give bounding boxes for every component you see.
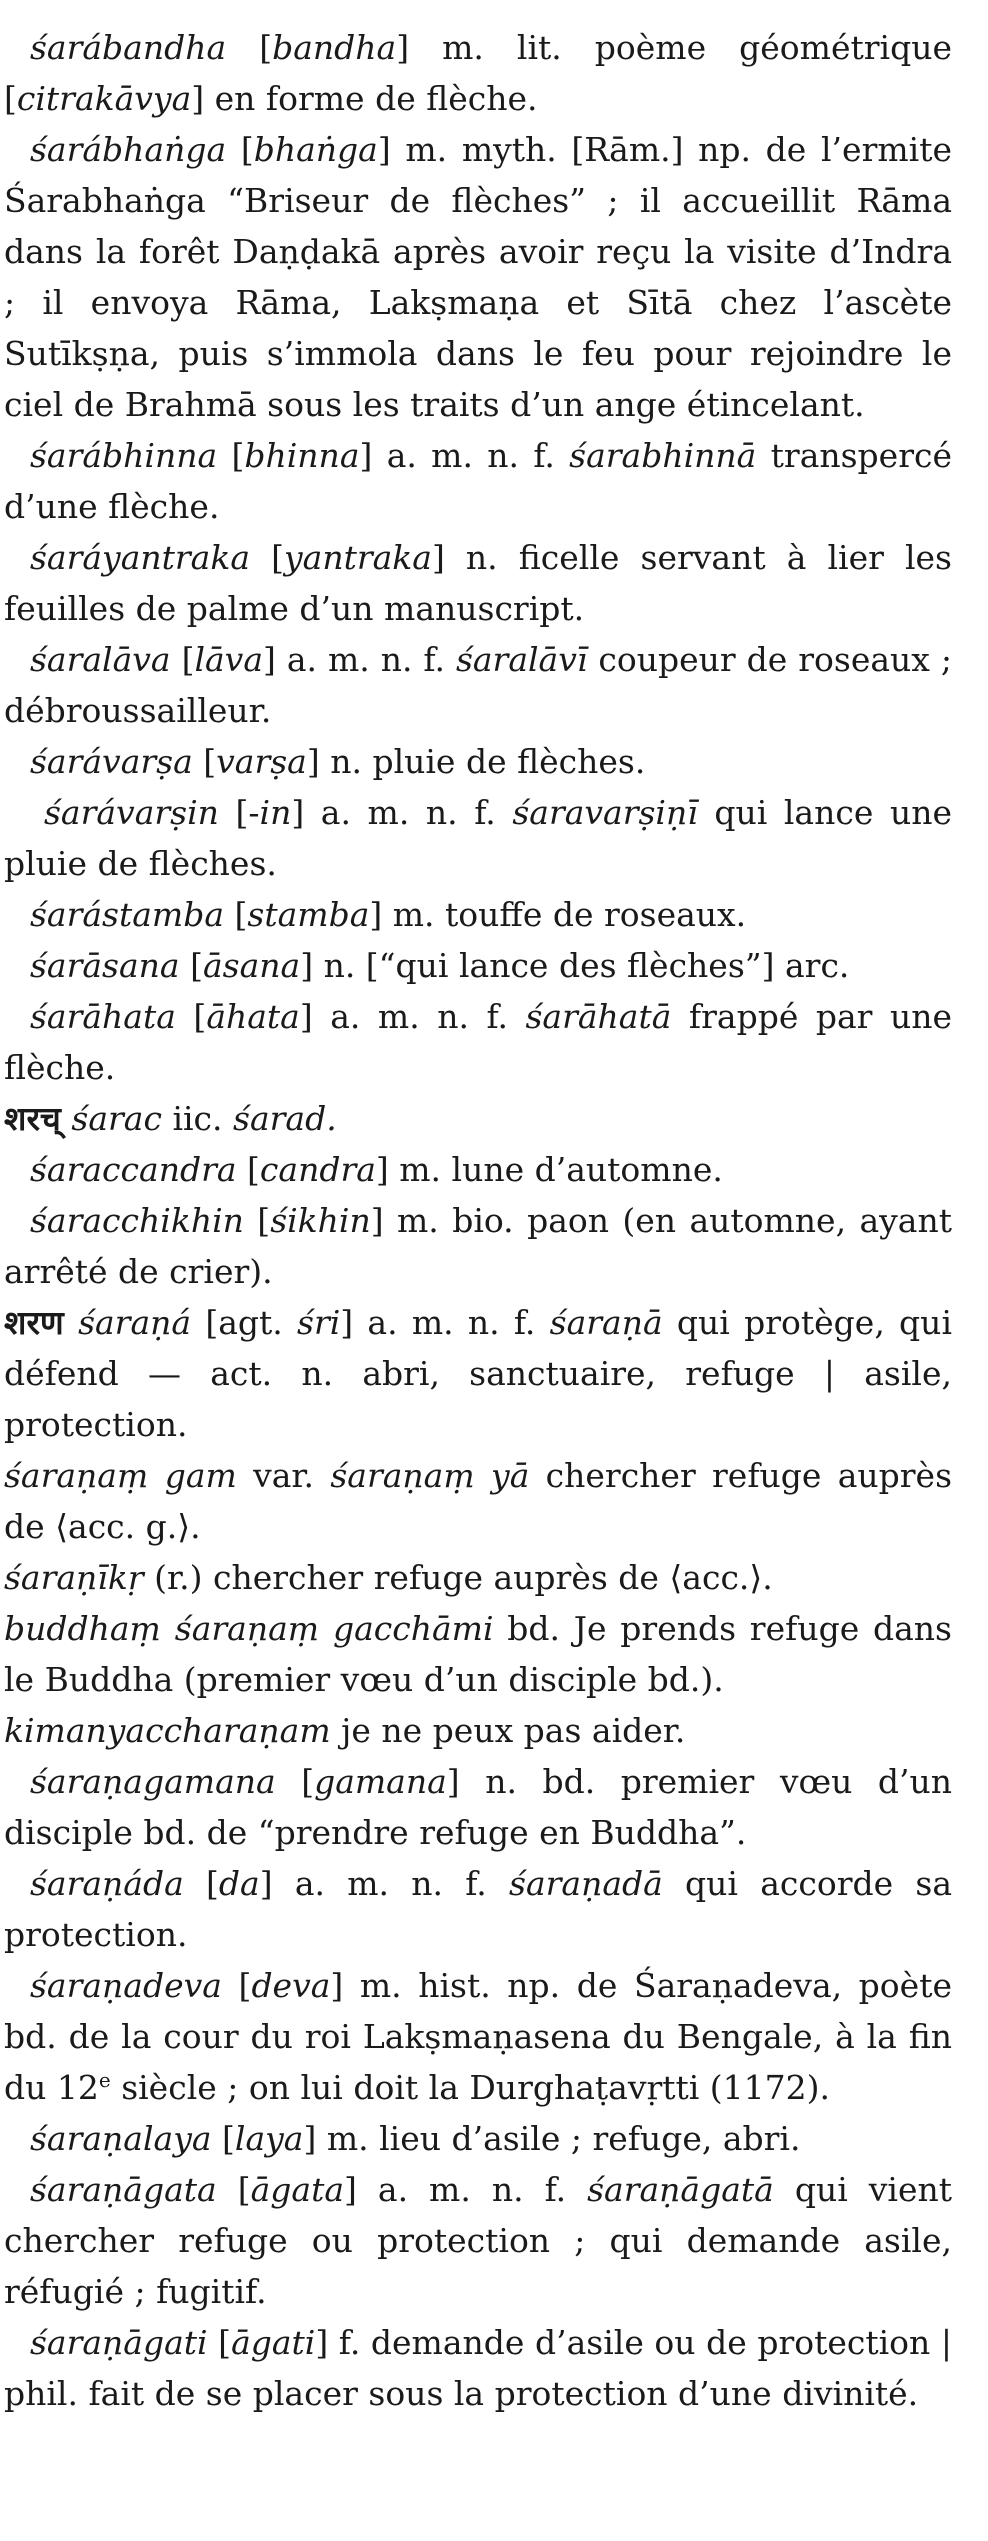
- italic-term: āhata: [206, 997, 300, 1036]
- italic-term: śarāhatā: [525, 997, 672, 1036]
- dictionary-entry: [4, 634, 952, 736]
- italic-term: śaraṇīkṛ: [4, 1558, 144, 1597]
- italic-term: śaraṇalaya: [30, 2119, 212, 2158]
- italic-term: kimanyaccharaṇam: [4, 1711, 331, 1750]
- entry-text: [: [275, 1762, 315, 1801]
- italic-term: āsana: [202, 946, 301, 985]
- entry-text: je ne peux pas aider.: [330, 1711, 686, 1750]
- italic-term: laya: [234, 2119, 304, 2158]
- italic-term: śaraṇaṃ yā: [330, 1456, 530, 1495]
- entry-text: qui accorde sa protection.: [4, 1864, 952, 1954]
- entry-text: ] n. bd. premier vœu d’un disciple bd. de “prendre refuge en Buddha”.: [4, 1762, 952, 1852]
- italic-term: śaraṇadā: [509, 1864, 663, 1903]
- italic-term: śaraṇadeva: [30, 1966, 222, 2005]
- entry-text: [64, 1303, 78, 1342]
- dictionary-entry: [4, 1552, 952, 1603]
- italic-term: śarástamba: [30, 895, 225, 934]
- entry-text: [: [236, 1150, 260, 1189]
- italic-term: śaraṇāgati: [30, 2323, 208, 2362]
- italic-term: bhaṅga: [253, 130, 378, 169]
- italic-term: śarávarṣin: [44, 793, 219, 832]
- italic-term: śaraṇāgata: [30, 2170, 217, 2209]
- italic-term: śaraṇāgatā: [587, 2170, 774, 2209]
- entry-text: ] m. lit. poème géométrique [: [4, 28, 952, 118]
- italic-term: bandha: [272, 28, 397, 67]
- entry-text: [: [243, 1201, 271, 1240]
- dictionary-entry: [4, 1960, 952, 2113]
- entry-text: [: [221, 1966, 252, 2005]
- entry-text: [-: [218, 793, 260, 832]
- entry-text: ] m. lune d’automne.: [375, 1150, 723, 1189]
- dictionary-entry: [4, 1858, 952, 1960]
- italic-term: śaraṇagamana: [30, 1762, 276, 1801]
- entry-text: qui lance une pluie de flèches.: [4, 793, 952, 883]
- superscript: e: [98, 2068, 111, 2092]
- entry-text: ] a. m. n. f.: [344, 2170, 588, 2209]
- entry-text: ] en forme de flèche.: [191, 79, 538, 118]
- entry-text: ] a. m. n. f.: [259, 1864, 510, 1903]
- entry-text: ] m. touffe de roseaux.: [369, 895, 747, 934]
- dictionary-entry: [4, 22, 952, 124]
- dictionary-entry: [4, 532, 952, 634]
- italic-term: āgata: [250, 2170, 345, 2209]
- devanagari-headword: शरच्: [4, 1099, 61, 1138]
- italic-term: yantraka: [284, 538, 432, 577]
- dictionary-entry: [4, 124, 952, 430]
- entry-text: ] m. hist. np. de Śaraṇadeva, poète bd. de la cour du roi Lakṣmaṇasena du Bengale, à la fin du 12: [4, 1966, 952, 2107]
- entry-text: [: [179, 946, 203, 985]
- italic-term: śaralāvī: [455, 640, 588, 679]
- entry-text: [agt.: [191, 1303, 298, 1342]
- italic-term: in: [259, 793, 292, 832]
- entry-text: frappé par une flèche.: [4, 997, 952, 1087]
- entry-text: [: [207, 2323, 232, 2362]
- entry-text: [: [211, 2119, 235, 2158]
- italic-term: śaravarṣiṇī: [512, 793, 698, 832]
- dictionary-entry: [4, 1144, 952, 1195]
- italic-term: śarāhata: [30, 997, 176, 1036]
- entry-text: chercher refuge auprès de ⟨acc. g.⟩.: [4, 1456, 953, 1546]
- entry-text: [: [170, 640, 195, 679]
- entry-text: qui vient chercher refuge ou protection ; qui demande asile, réfugié ; fugitif.: [4, 2170, 952, 2311]
- italic-term: citrakāvya: [16, 79, 192, 118]
- entry-text: ] a. m. n. f.: [291, 793, 513, 832]
- dictionary-entry: [4, 889, 952, 940]
- dictionary-entry: [4, 1195, 952, 1297]
- entry-text: ] a. m. n. f.: [340, 1303, 550, 1342]
- entry-text: (r.) chercher refuge auprès de ⟨acc.⟩.: [143, 1558, 773, 1597]
- entry-text: ] a. m. n. f.: [263, 640, 456, 679]
- italic-term: śaraṇaṃ gam: [4, 1456, 237, 1495]
- dictionary-entry: [4, 2164, 952, 2317]
- italic-term: śarábhaṅga: [30, 130, 227, 169]
- entry-text: ] n. pluie de flèches.: [306, 742, 646, 781]
- italic-term: śarac: [71, 1099, 162, 1138]
- entry-text: var.: [236, 1456, 331, 1495]
- entry-text: [: [224, 895, 248, 934]
- italic-term: varṣa: [216, 742, 307, 781]
- entry-text: [: [175, 997, 207, 1036]
- italic-term: śaraṇáda: [30, 1864, 184, 1903]
- dictionary-entry: [4, 2113, 952, 2164]
- entry-text: ] f. demande d’asile ou de protection | phil. fait de se placer sous la protection d’une divinité.: [4, 2323, 952, 2413]
- dictionary-entry: [4, 1297, 952, 1450]
- italic-term: śaráyantraka: [30, 538, 251, 577]
- entry-text: [: [183, 1864, 219, 1903]
- italic-term: deva: [251, 1966, 331, 2005]
- dictionary-entry: [4, 991, 952, 1093]
- entry-text: ] m. bio. paon (en automne, ayant arrêté de crier).: [4, 1201, 952, 1291]
- italic-term: śarad.: [233, 1099, 337, 1138]
- italic-term: candra: [259, 1150, 376, 1189]
- entry-text: [61, 1099, 72, 1138]
- italic-term: śaraṇā: [549, 1303, 663, 1342]
- dictionary-entry: [4, 736, 952, 787]
- devanagari-headword: शरण: [4, 1303, 64, 1342]
- entry-text: ] m. myth. [Rām.] np. de l’ermite Śarabhaṅga “Briseur de flèches” ; il accueillit Rāma dans la forêt Daṇḍakā après avoir reçu la visite d’Indra ; il envoya Rāma, Lakṣmaṇa et Sītā chez l’ascète Sutīkṣṇa, puis s’immola dans le feu pour rejoindre le ciel de Brahmā sous les traits d’un ange étincelant.: [4, 130, 952, 424]
- dictionary-entry: [4, 1603, 952, 1705]
- italic-term: śarāsana: [30, 946, 180, 985]
- entry-text: iic.: [161, 1099, 234, 1138]
- italic-term: stamba: [247, 895, 370, 934]
- entry-text: [: [226, 130, 254, 169]
- entry-text: [: [250, 538, 284, 577]
- italic-term: śaralāva: [30, 640, 171, 679]
- entry-text: [: [217, 436, 245, 475]
- italic-term: gamana: [314, 1762, 447, 1801]
- entry-text: bd. Je prends refuge dans le Buddha (premier vœu d’un disciple bd.).: [4, 1609, 952, 1699]
- italic-term: śri: [297, 1303, 341, 1342]
- entry-text: [: [216, 2170, 251, 2209]
- entry-text: siècle ; on lui doit la Durghaṭavṛtti (1172).: [110, 2068, 831, 2107]
- italic-term: śarávarṣa: [30, 742, 193, 781]
- italic-term: śaracchikhin: [30, 1201, 244, 1240]
- entry-text: ] a. m. n. f.: [359, 436, 570, 475]
- entry-text: qui protège, qui défend — act. n. abri, sanctuaire, refuge | asile, protection.: [4, 1303, 952, 1444]
- italic-term: āgati: [231, 2323, 316, 2362]
- entry-text: ] a. m. n. f.: [299, 997, 526, 1036]
- entry-text: transpercé d’une flèche.: [4, 436, 952, 526]
- entry-text: [: [192, 742, 217, 781]
- italic-term: buddhaṃ śaraṇaṃ gacchāmi: [4, 1609, 494, 1648]
- entry-text: [: [226, 28, 273, 67]
- italic-term: da: [218, 1864, 260, 1903]
- italic-term: śarábandha: [30, 28, 227, 67]
- dictionary-entry: [4, 787, 952, 889]
- italic-term: śikhin: [270, 1201, 371, 1240]
- entry-text: ] n. ficelle servant à lier les feuilles de palme d’un manuscript.: [4, 538, 952, 628]
- italic-term: śaraccandra: [30, 1150, 237, 1189]
- dictionary-entry: [4, 2317, 952, 2419]
- entry-text: coupeur de roseaux ; débroussailleur.: [4, 640, 952, 730]
- entry-text: ] m. lieu d’asile ; refuge, abri.: [303, 2119, 801, 2158]
- italic-term: śaraṇá: [78, 1303, 192, 1342]
- italic-term: śarábhinna: [30, 436, 218, 475]
- italic-term: śarabhinnā: [569, 436, 757, 475]
- dictionary-entry: [4, 1450, 952, 1552]
- italic-term: bhinna: [244, 436, 360, 475]
- dictionary-entry: [4, 940, 952, 991]
- entry-text: ] n. [“qui lance des flèches”] arc.: [300, 946, 850, 985]
- italic-term: lāva: [194, 640, 263, 679]
- dictionary-entry: [4, 1705, 952, 1756]
- dictionary-entry: [4, 430, 952, 532]
- dictionary-entry: [4, 1756, 952, 1858]
- dictionary-entry: [4, 1093, 952, 1144]
